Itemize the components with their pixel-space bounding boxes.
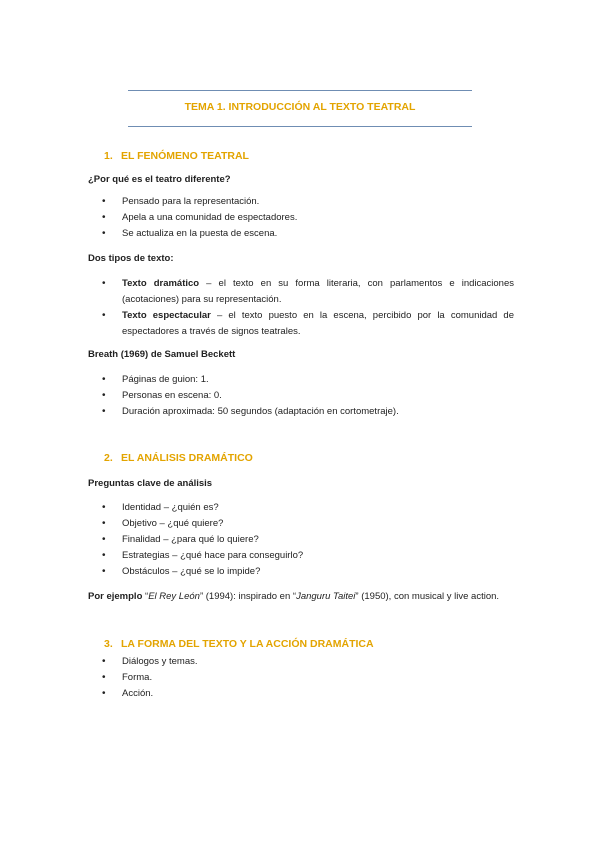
title-rule-top xyxy=(128,90,472,91)
list-item: • Acción. xyxy=(88,686,514,702)
term: Texto dramático xyxy=(122,278,200,289)
title-rule-bottom xyxy=(128,126,472,127)
types-list xyxy=(88,276,514,340)
section-title: EL FENÓMENO TEATRAL xyxy=(121,150,249,162)
example-heading: Breath (1969) de Samuel Beckett xyxy=(88,349,236,360)
page-title: TEMA 1. INTRODUCCIÓN AL TEXTO TEATRAL xyxy=(184,101,416,113)
questions-list xyxy=(88,500,514,580)
list-item: • Finalidad – ¿para qué lo quiere? xyxy=(88,532,514,548)
section-number: 2. xyxy=(104,452,113,464)
work-title: Janguru Taitei xyxy=(296,591,356,602)
question-heading: ¿Por qué es el teatro diferente? xyxy=(88,174,231,185)
list-item: • Personas en escena: 0. xyxy=(88,388,514,404)
list-item: • Identidad – ¿quién es? xyxy=(88,500,514,516)
list-item: • Objetivo – ¿qué quiere? xyxy=(88,516,514,532)
section-heading-3 xyxy=(104,638,374,650)
list-item: • Apela a una comunidad de espectadores. xyxy=(88,210,514,226)
list-item: • Páginas de guion: 1. xyxy=(88,372,514,388)
list-item: • Pensado para la representación. xyxy=(88,194,514,210)
text-fragment: ” (1994): inspirado en “ xyxy=(199,591,297,602)
list-item: • Se actualiza en la puesta de escena. xyxy=(88,226,514,242)
term: Texto espectacular xyxy=(122,310,211,321)
text-fragment: ” (1950), con musical y live action. xyxy=(355,591,500,602)
section-heading-1 xyxy=(104,150,249,162)
list-item: • Diálogos y temas. xyxy=(88,654,514,670)
list-item: • Duración aproximada: 50 segundos (adaptación en cortometraje). xyxy=(88,404,514,420)
reasons-list xyxy=(88,194,514,242)
section-number: 3. xyxy=(104,638,113,650)
section-heading-2 xyxy=(104,452,253,464)
section-title: LA FORMA DEL TEXTO Y LA ACCIÓN DRAMÁTICA xyxy=(121,638,374,650)
example-lead: Por ejemplo xyxy=(88,591,143,602)
example-paragraph xyxy=(88,591,499,602)
list-item xyxy=(88,276,514,308)
definition: – el texto puesto en la escena, percibido por la comunidad de espectadores a través de signos teatrales. xyxy=(122,310,514,337)
section-title: EL ANÁLISIS DRAMÁTICO xyxy=(121,452,253,464)
quote-open: “ xyxy=(142,591,149,602)
section-number: 1. xyxy=(104,150,113,162)
example-list xyxy=(88,372,514,420)
work-title: El Rey León xyxy=(148,591,200,602)
list-item xyxy=(88,308,514,340)
list-item: • Forma. xyxy=(88,670,514,686)
types-heading: Dos tipos de texto: xyxy=(88,253,174,264)
list-item: • Obstáculos – ¿qué se lo impide? xyxy=(88,564,514,580)
list-item: • Estrategias – ¿qué hace para conseguirlo? xyxy=(88,548,514,564)
form-list xyxy=(88,654,514,702)
definition: – el texto en su forma literaria, con parlamentos e indicaciones (acotaciones) para su representación. xyxy=(122,278,514,305)
questions-heading: Preguntas clave de análisis xyxy=(88,478,213,489)
